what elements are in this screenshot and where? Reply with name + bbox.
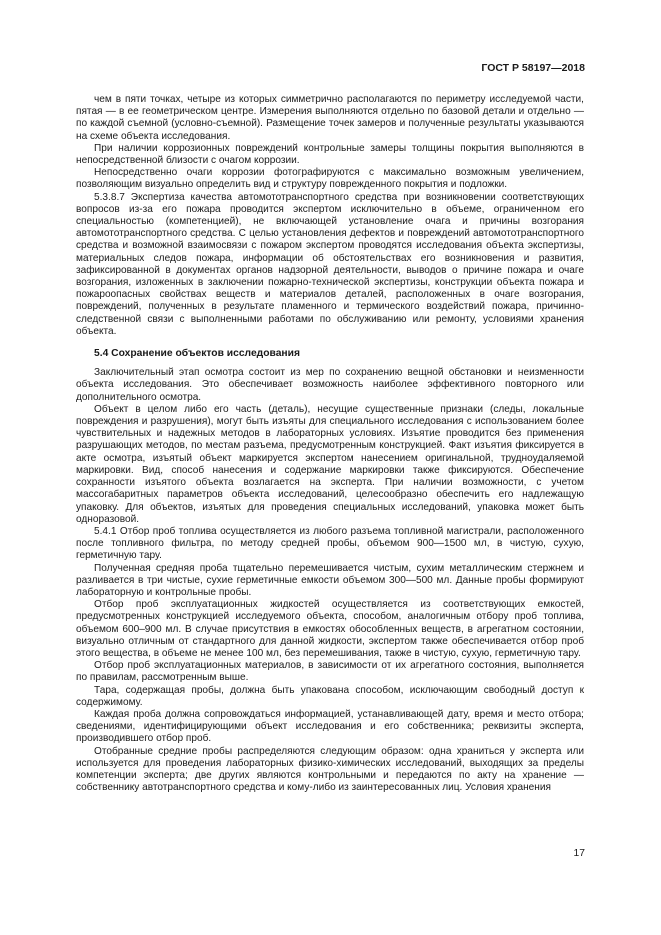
paragraph: Полученная средняя проба тщательно перемешивается чистым, сухим металлическим стержнем и разливается в три чистые, сухие герметичные емкости объемом 300—500 мл. Данные пробы формируют лабораторную и контрольные пробы. [76, 562, 584, 598]
paragraph: 5.4.1 Отбор проб топлива осуществляется из любого разъема топливной магистрали, расположенного после топливного фильтра, по методу средней пробы, объемом 900—1500 мл, в чистую, сухую, герметичную тару. [76, 525, 584, 562]
paragraph: Отбор проб эксплуатационных материалов, в зависимости от их агрегатного состояния, выполняется по правилам, рассмотренным выше. [76, 660, 584, 684]
paragraph: Заключительный этап осмотра состоит из мер по сохранению вещной обстановки и неизменности объекта исследования. Это обеспечивает возможность наиболее эффективного повторного или дополнительного осмотра. [76, 367, 584, 403]
paragraph: 5.3.8.7 Экспертиза качества автомототранспортного средства при возникновении соответствующих вопросов из-за его пожара проводится экспертом исключительно в объеме, ограниченном его специальностью (компетенцией), не включающей установление очага и причины возгорания автомототранспортного средства. С целью установления дефектов и повреждений автомототранспортного средства и возможной взаимосвязи с пожаром экспертом проводятся исследования объекта экспертизы, материальных следов пожара, информации об обстоятельствах его возникновения и развития, зафиксированной в документах органов надзорной деятельности, выводов о причине пожара и очаге возгорания, изложенных в заключении пожарно-технической экспертизы, конструкции объекта пожара и пожароопасных свойствах веществ и материалов деталей, расположенных в очаге возгорания, повреждений, полученных в результате пламенного и термического воздействий пожара, причинно-следственной связи с выполненными работами по обслуживанию или ремонту, условиями хранения объекта. [76, 191, 584, 337]
paragraph: При наличии коррозионных повреждений контрольные замеры толщины покрытия выполняются в непосредственной близости с очагом коррозии. [76, 142, 584, 167]
paragraph: чем в пяти точках, четыре из которых симметрично располагаются по периметру исследуемой части, пятая — в ее геометрическом центре. Измерения выполняются отдельно по базовой детали и отдельно — по каждой съемной (условно-съемной). Размещение точек замеров и полученные результаты указываются на схеме объекта исследования. [76, 94, 584, 142]
paragraph: Отобранные средние пробы распределяются следующим образом: одна храниться у эксперта или используется для проведения лабораторных физико-химических исследований, выходящих за пределы компетенции эксперта; две других являются контрольными и передаются по акту на хранение — собственнику автотранспортного средства и кому-либо из заинтересованных лиц. Условия хранения [76, 745, 584, 794]
document-header: ГОСТ Р 58197—2018 [481, 62, 585, 74]
section-title: 5.4 Сохранение объектов исследования [94, 348, 300, 360]
paragraph: Каждая проба должна сопровождаться информацией, устанавливающей дату, время и место отбора; сведениями, идентифицирующими объект исследования и его собственника; реквизиты эксперта, производившего отбор проб. [76, 708, 584, 745]
paragraph: Отбор проб эксплуатационных жидкостей осуществляется из соответствующих емкостей, предусмотренных конструкцией исследуемого объекта, способом, аналогичным отбору проб топлива, объемом 600–900 мл. В случае присутствия в емкостях обособленных веществ, в агрегатном состоянии, визуально отличным от стандартного для данной жидкости, экспертом также обеспечивается отбор проб этого вещества, в объеме не менее 100 мл, без перемешивания, также в чистую, сухую, герметичную тару. [76, 599, 584, 659]
paragraph: Непосредственно очаги коррозии фотографируются с максимально возможным увеличением, позволяющим визуально определить вид и структуру поврежденного покрытия и подложки. [76, 167, 584, 191]
page-number: 17 [573, 848, 585, 859]
paragraph: Тара, содержащая пробы, должна быть упакована способом, исключающим свободный доступ к содержимому. [76, 684, 584, 708]
paragraph: Объект в целом либо его часть (деталь), несущие существенные признаки (следы, локальные повреждения и разрушения), могут быть изъяты для специального исследования с использованием более чувствительных и надежных методов в лабораторных условиях. Изъятие проводится без применения разрушающих методов, по местам разъема, предусмотренным конструкцией. Факт изъятия фиксируется в акте осмотра, изъятый объект маркируется экспертом нанесением оригинальной, трудноудаляемой маркировки. Вид, способ нанесения и содержание маркировки также фиксируются. Обеспечение сохранности изъятого объекта возлагается на эксперта. При наличии возможности, с учетом массогабаритных параметров объекта исследований, целесообразно обеспечить его надлежащую упаковку. Для объектов, изъятых для проведения специальных исследований, упаковка может быть одноразовой. [76, 403, 584, 525]
document-body [76, 94, 584, 794]
